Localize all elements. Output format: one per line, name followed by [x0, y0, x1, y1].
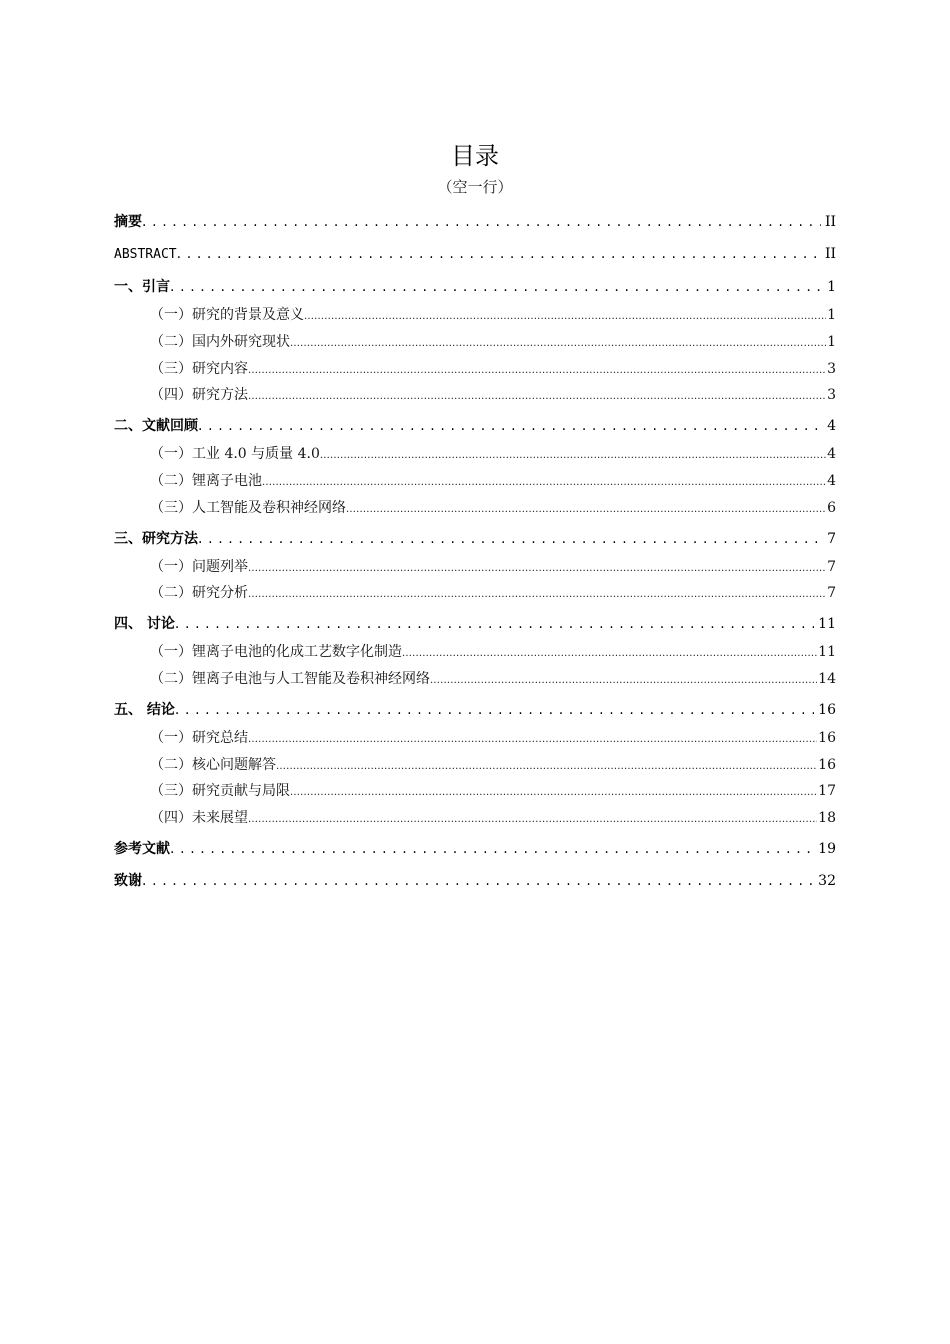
toc-dot-leader	[248, 806, 817, 833]
toc-entry-section[interactable]	[114, 469, 836, 496]
toc-entry-title: 三、研究方法	[114, 530, 198, 547]
toc-entry-section[interactable]	[114, 555, 836, 582]
toc-entry-title: （一）工业 4.0 与质量 4.0	[150, 446, 320, 463]
toc-entry-page-number: 7	[827, 585, 836, 602]
toc-entry-chapter[interactable]	[114, 523, 836, 555]
toc-entry-chapter[interactable]	[114, 206, 836, 238]
toc-dot-leader	[430, 667, 817, 694]
toc-entry-page-number: 18	[818, 810, 836, 827]
toc-entry-page-number: 6	[827, 499, 836, 516]
toc-entry-title: 参考文献	[114, 840, 170, 857]
toc-dot-leader	[177, 242, 821, 266]
toc-dot-leader	[320, 442, 826, 469]
toc-entry-page-number: 1	[827, 333, 836, 350]
toc-entry-title: （一）问题列举	[150, 558, 248, 575]
toc-entry-title: 致谢	[114, 872, 142, 889]
toc-entry-title: 摘要	[114, 214, 142, 230]
toc-entry-page-number: 11	[818, 616, 836, 633]
toc-entry-page-number: 32	[818, 872, 836, 889]
toc-dot-leader	[346, 496, 826, 523]
toc-entry-section[interactable]	[114, 442, 836, 469]
toc-entry-page-number: 1	[827, 279, 836, 295]
toc-entry-section[interactable]	[114, 303, 836, 330]
toc-entry-title: ABSTRACT	[114, 247, 177, 262]
toc-entry-page-number: II	[824, 246, 836, 262]
page-subtitle: （空一行）	[437, 178, 513, 196]
toc-dot-leader	[170, 275, 823, 299]
toc-entry-title: （四）未来展望	[150, 810, 248, 827]
toc-entry-page-number: 1	[827, 307, 836, 323]
toc-entry-page-number: 3	[827, 387, 836, 404]
toc-entry-page-number: 16	[818, 701, 836, 718]
toc-dot-leader	[248, 555, 826, 582]
toc-entry-chapter[interactable]	[114, 271, 836, 303]
toc-dot-leader	[262, 469, 826, 496]
toc-entry-title: （二）国内外研究现状	[150, 333, 290, 350]
toc-entry-title: （一）研究总结	[150, 729, 248, 746]
toc-entry-section[interactable]	[114, 357, 836, 384]
toc-entry-section[interactable]	[114, 667, 836, 694]
toc-entry-chapter[interactable]	[114, 865, 836, 897]
toc-entry-section[interactable]	[114, 753, 836, 780]
toc-entry-chapter[interactable]	[114, 410, 836, 442]
toc-dot-leader	[248, 726, 817, 753]
toc-entry-section[interactable]	[114, 779, 836, 806]
toc-dot-leader	[290, 330, 826, 357]
toc-entry-title: （一）锂离子电池的化成工艺数字化制造	[150, 644, 402, 661]
toc-dot-leader	[170, 837, 814, 861]
toc-entry-page-number: 16	[818, 756, 836, 773]
toc-entry-section[interactable]	[114, 496, 836, 523]
toc-entry-page-number: 11	[818, 644, 836, 661]
toc-entry-title: （二）锂离子电池与人工智能及卷积神经网络	[150, 670, 430, 687]
toc-entry-title: 二、文献回顾	[114, 418, 198, 435]
toc-dot-leader	[198, 527, 823, 551]
toc-dot-leader	[290, 779, 817, 806]
toc-entry-title: （三）研究内容	[150, 360, 248, 377]
toc-dot-leader	[248, 581, 826, 608]
toc-entry-page-number: 14	[818, 670, 836, 687]
toc-entry-section[interactable]	[114, 581, 836, 608]
toc-entry-title: 一、引言	[114, 279, 170, 295]
toc-dot-leader	[175, 612, 814, 636]
toc-entry-section[interactable]	[114, 330, 836, 357]
toc-dot-leader	[142, 869, 814, 893]
toc-entry-title: （三）研究贡献与局限	[150, 783, 290, 800]
toc-entry-title: （二）核心问题解答	[150, 756, 276, 773]
toc-entry-page-number: 3	[827, 360, 836, 377]
toc-entry-title: （二）研究分析	[150, 585, 248, 602]
toc-entry-page-number: 4	[827, 472, 836, 489]
toc-entry-section[interactable]	[114, 806, 836, 833]
toc-entry-section[interactable]	[114, 640, 836, 667]
toc-entry-title: 五、 结论	[114, 701, 175, 718]
toc-dot-leader	[248, 357, 826, 384]
toc-entry-section[interactable]	[114, 726, 836, 753]
page-title: 目录	[451, 142, 499, 170]
toc-dot-leader	[304, 303, 826, 330]
toc-entry-page-number: 7	[827, 530, 836, 547]
toc-dot-leader	[276, 753, 817, 780]
toc-dot-leader	[198, 414, 823, 438]
toc-entry-title: （二）锂离子电池	[150, 472, 262, 489]
toc-entry-section[interactable]	[114, 383, 836, 410]
toc-entry-page-number: 16	[818, 729, 836, 746]
toc-dot-leader	[402, 640, 817, 667]
toc-entry-title: （三）人工智能及卷积神经网络	[150, 499, 346, 516]
toc-entry-title: （一）研究的背景及意义	[150, 307, 304, 323]
toc-entry-title: 四、 讨论	[114, 616, 175, 633]
table-of-contents	[114, 206, 836, 897]
toc-entry-page-number: 7	[827, 558, 836, 575]
toc-entry-page-number: 4	[827, 418, 836, 435]
toc-entry-page-number: II	[824, 214, 836, 230]
toc-entry-page-number: 19	[818, 840, 836, 857]
toc-entry-title: （四）研究方法	[150, 387, 248, 404]
toc-entry-page-number: 17	[818, 783, 836, 800]
toc-dot-leader	[248, 383, 826, 410]
toc-entry-chapter[interactable]	[114, 608, 836, 640]
toc-entry-page-number: 4	[827, 446, 836, 463]
toc-entry-chapter[interactable]	[114, 694, 836, 726]
toc-dot-leader	[175, 698, 814, 722]
toc-entry-chapter[interactable]	[114, 238, 836, 271]
toc-dot-leader	[142, 210, 821, 234]
toc-entry-chapter[interactable]	[114, 833, 836, 865]
